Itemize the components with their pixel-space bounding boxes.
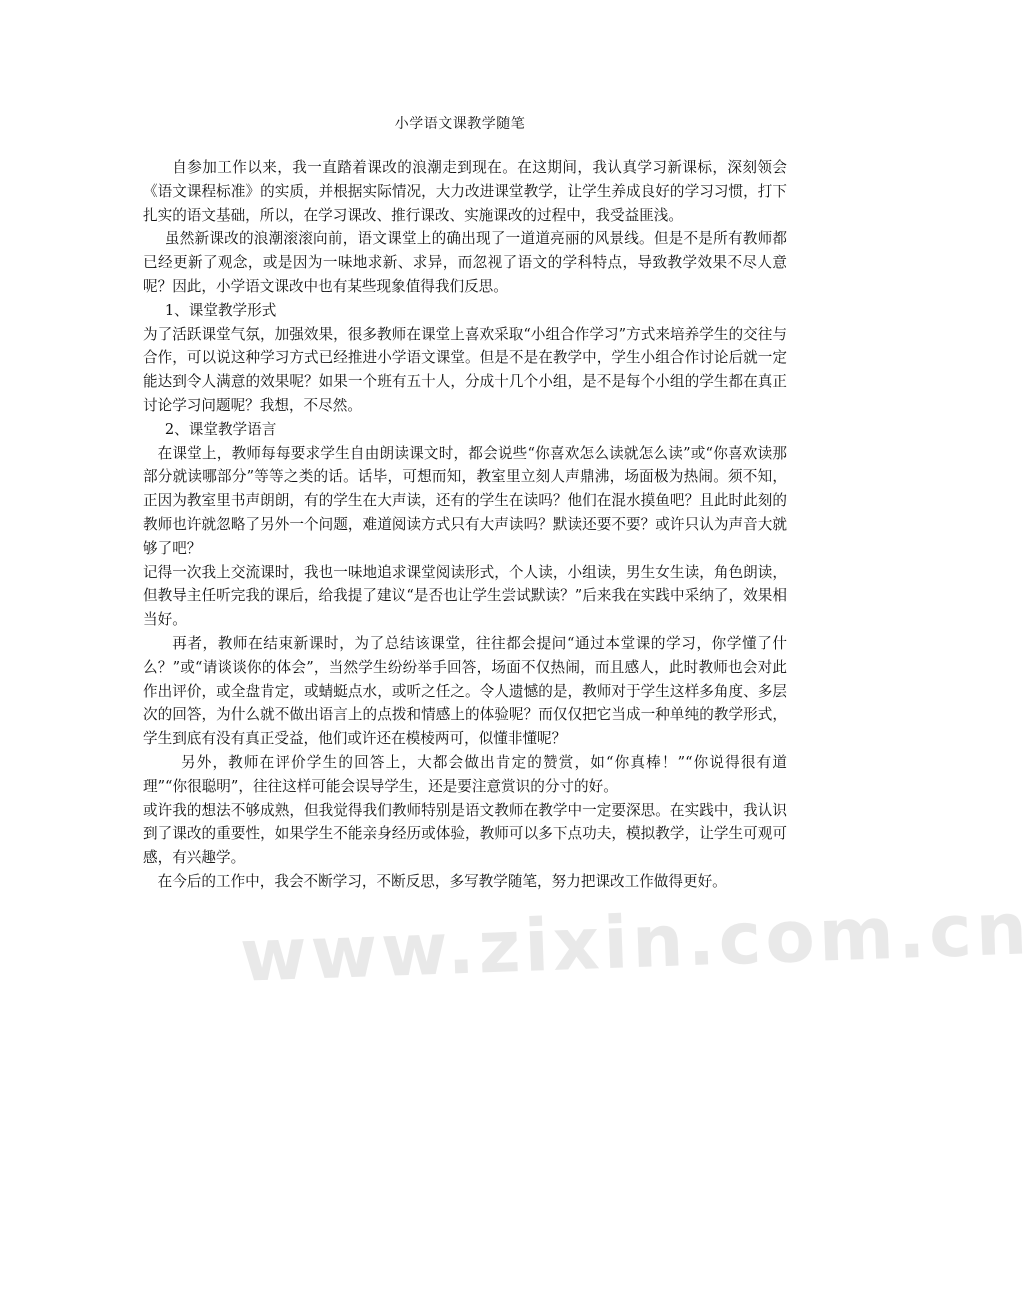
section-heading-teaching-form: 1、课堂教学形式 (164, 301, 277, 319)
page-title: 小学语文课教学随笔 (394, 116, 526, 132)
paragraph-intro: 自参加工作以来，我一直踏着课改的浪潮走到现在。在这期间，我认真学习新课标，深刻领会《语文课程标准》的实质，并根据实际情况，大力改进课堂教学，让学生养成良好的学习习惯，打下扎实的语文基础，所以，在学习课改、推行课改、实施课改的过程中，我受益匪浅。 (143, 159, 787, 224)
paragraph-conclusion: 在今后的工作中，我会不断学习，不断反思，多写教学随笔，努力把课改工作做得更好。 (157, 872, 727, 890)
paragraph-summary-question: 再者，教师在结束新课时，为了总结该课堂，往往都会提问“通过本堂课的学习，你学懂了什么？”或“请谈谈你的体会”，当然学生纷纷举手回答，场面不仅热闹，而且感人，此时教师也会对此作出评价，或全盘肯定，或蜻蜓点水，或听之任之。令人遗憾的是，教师对于学生这样多角度、多层次的回答，为什么就不做出语言上的点拨和情感上的体验呢？而仅仅把它当成一种单纯的教学形式，学生到底有没有真正受益，他们或许还在模棱两可，似懂非懂呢？ (143, 634, 787, 748)
paragraph-group-learning: 为了活跃课堂气氛，加强效果，很多教师在课堂上喜欢采取“小组合作学习”方式来培养学生的交往与合作，可以说这种学习方式已经推进小学语文课堂。但是不是在教学中，学生小组合作讨论后就一定能达到令人满意的效果呢？如果一个班有五十人，分成十几个小组，是不是每个小组的学生都在真正讨论学习问题呢？我想，不尽然。 (143, 325, 787, 414)
watermark-text: www.zixin.com.cn (238, 886, 1032, 998)
section-heading-teaching-language: 2、课堂教学语言 (164, 420, 277, 438)
document-body (143, 156, 787, 894)
paragraph-exchange-class: 记得一次我上交流课时，我也一味地追求课堂阅读形式，个人读，小组读，男生女生读，角色朗读，但教导主任听完我的课后，给我提了建议“是否也让学生尝试默读？”后来我在实践中采纳了，效果相当好。 (143, 563, 787, 629)
paragraph-reading-aloud: 在课堂上，教师每每要求学生自由朗读课文时，都会说些“你喜欢怎么读就怎么读”或“你喜欢读那部分就读哪部分”等等之类的话。话毕，可想而知，教室里立刻人声鼎沸，场面极为热闹。须不知，正因为教室里书声朗朗，有的学生在大声读，还有的学生在读吗？他们在混水摸鱼吧？且此时此刻的教师也许就忽略了另外一个问题，难道阅读方式只有大声读吗？默读还要不要？或许只认为声音大就够了吧？ (143, 444, 787, 557)
paragraph-evaluation: 另外，教师在评价学生的回答上，大都会做出肯定的赞赏，如“你真棒！”“你说得很有道理”“你很聪明”，往往这样可能会误导学生，还是要注意赏识的分寸的好。 (143, 753, 787, 795)
paragraph-thoughts: 或许我的想法不够成熟，但我觉得我们教师特别是语文教师在教学中一定要深思。在实践中，我认识到了课改的重要性，如果学生不能亲身经历或体验，教师可以多下点功夫，模拟教学，让学生可观可感，有兴趣学。 (143, 801, 787, 867)
paragraph-reflection: 虽然新课改的浪潮滚滚向前，语文课堂上的确出现了一道道亮丽的风景线。但是不是所有教师都已经更新了观念，或是因为一味地求新、求异，而忽视了语文的学科特点，导致教学效果不尽人意呢？因此，小学语文课改中也有某些现象值得我们反思。 (143, 230, 787, 295)
